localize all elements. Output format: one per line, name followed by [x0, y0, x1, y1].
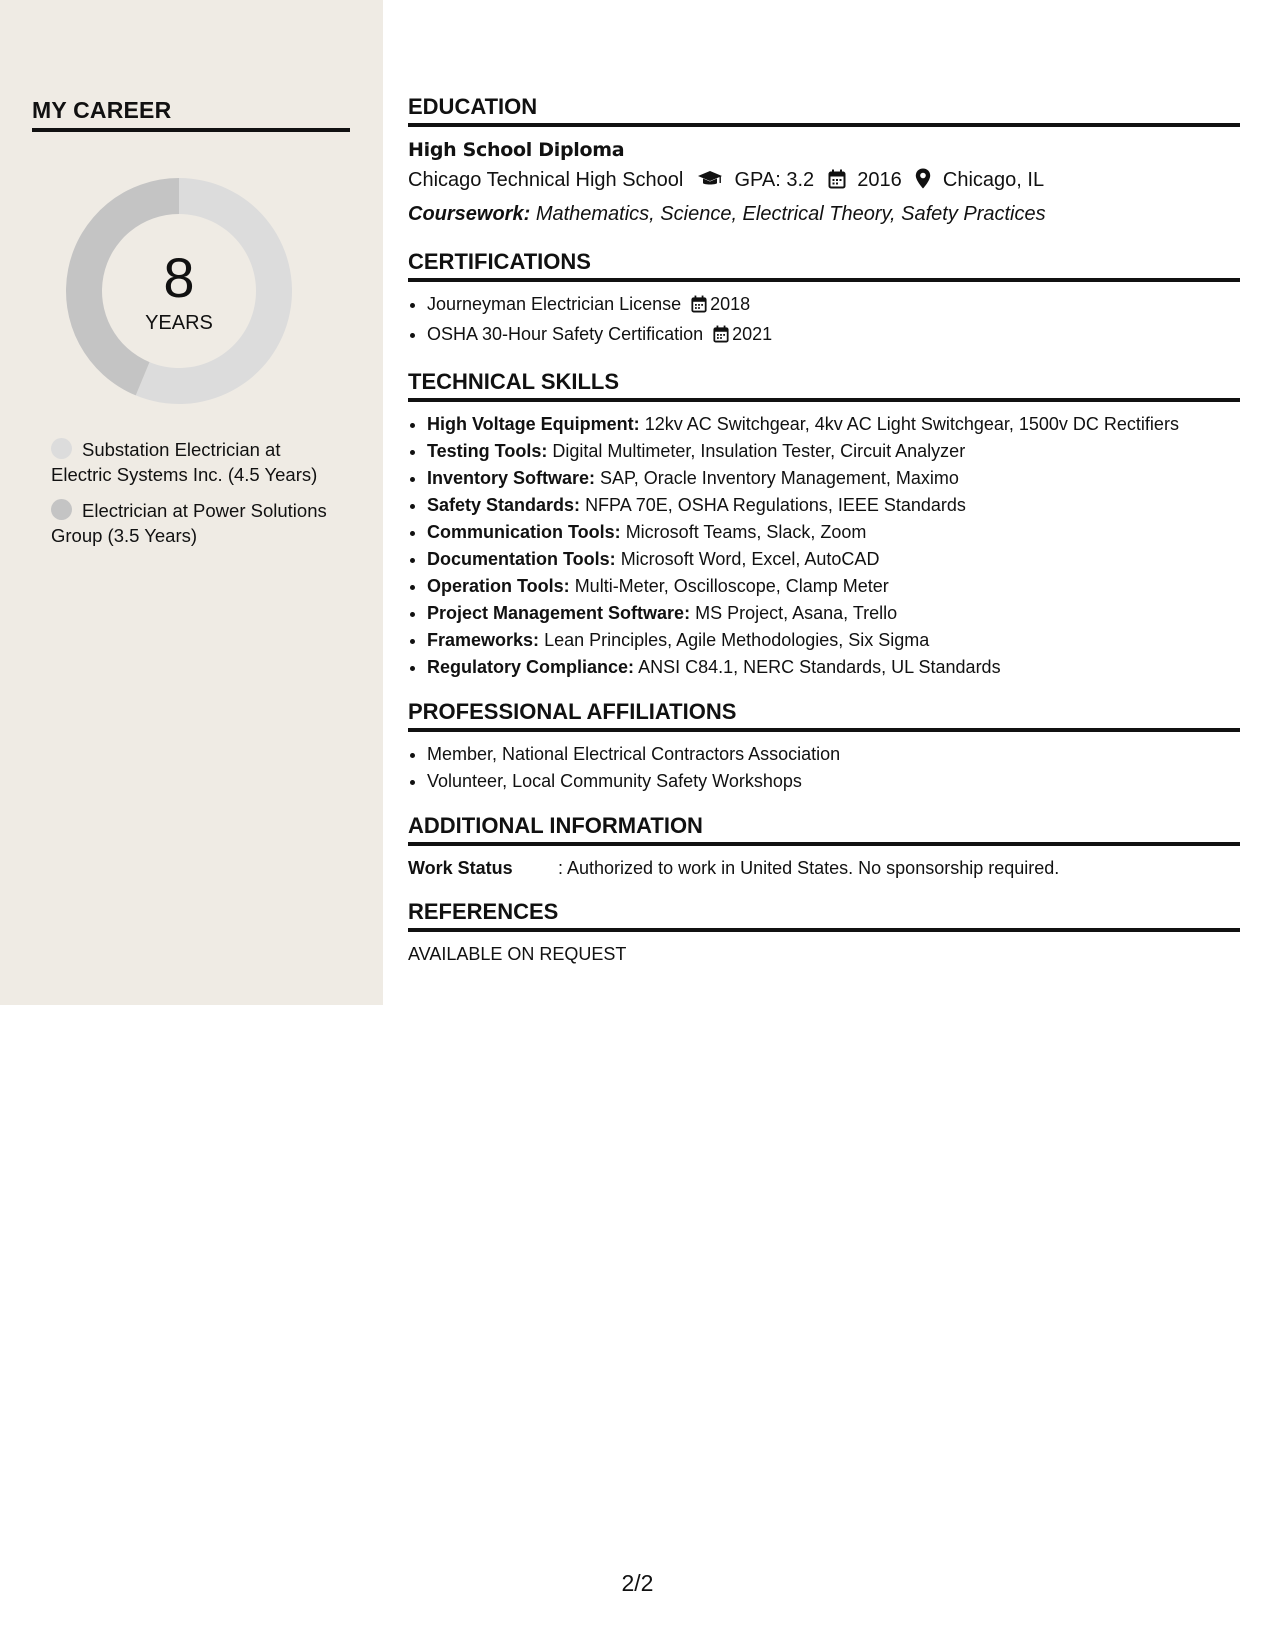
skill-value: Multi-Meter, Oscilloscope, Clamp Meter: [574, 576, 889, 596]
gpa: GPA: 3.2: [734, 169, 815, 191]
legend-label: Electrician at Power Solutions Group (3.5 Years): [51, 500, 327, 546]
school-name: Chicago Technical High School: [408, 169, 684, 191]
references-text: AVAILABLE ON REQUEST: [408, 944, 627, 964]
list-item: [427, 519, 1240, 546]
cert-name: Journeyman Electrician License: [427, 294, 682, 314]
list-item: [427, 291, 1240, 321]
list-item: [427, 492, 1240, 519]
certifications-title: CERTIFICATIONS: [408, 249, 1240, 282]
coursework-label: Coursework:: [408, 203, 531, 225]
list-item: • Member, National Electrical Contractors Association: [427, 741, 1240, 768]
skill-label: Frameworks:: [427, 630, 540, 650]
work-status-label: Work Status: [408, 858, 513, 878]
references-section: [408, 899, 1240, 967]
skills-list: [408, 411, 1240, 681]
graduation-year: 2016: [857, 169, 902, 191]
legend-item: [51, 498, 341, 548]
list-item: [427, 438, 1240, 465]
total-years-unit: YEARS: [145, 312, 213, 334]
list-item: [427, 321, 1240, 351]
skill-value: ANSI C84.1, NERC Standards, UL Standards: [638, 657, 1001, 677]
skill-value: Lean Principles, Agile Methodologies, Six Sigma: [544, 630, 930, 650]
education-details: [408, 164, 1240, 199]
certifications-list: [408, 291, 1240, 351]
work-status-value: : Authorized to work in United States. No sponsorship required.: [558, 858, 1060, 878]
skill-value: SAP, Oracle Inventory Management, Maximo: [600, 468, 959, 488]
page-number: 2/2: [621, 1570, 654, 1596]
main-content: [408, 94, 1240, 967]
calendar-icon: [713, 324, 729, 351]
legend-item: [51, 437, 341, 487]
skill-label: Testing Tools:: [427, 441, 548, 461]
list-item: [427, 465, 1240, 492]
list-item: [427, 573, 1240, 600]
cert-year: 2018: [710, 294, 751, 314]
list-item: [427, 600, 1240, 627]
coursework: [408, 199, 1240, 229]
education-section: [408, 94, 1240, 229]
skill-label: High Voltage Equipment:: [427, 414, 640, 434]
list-item: [427, 411, 1240, 438]
skill-value: Microsoft Teams, Slack, Zoom: [625, 522, 867, 542]
list-item: [427, 546, 1240, 573]
references-title: REFERENCES: [408, 899, 1240, 932]
career-heading: MY CAREER: [32, 97, 350, 132]
skill-label: Project Management Software:: [427, 603, 691, 623]
cert-name: OSHA 30-Hour Safety Certification: [427, 324, 704, 344]
skill-label: Inventory Software:: [427, 468, 596, 488]
skill-value: NFPA 70E, OSHA Regulations, IEEE Standards: [585, 495, 966, 515]
affiliations-title: PROFESSIONAL AFFILIATIONS: [408, 699, 1240, 732]
affiliations-section: [408, 699, 1240, 795]
affiliations-list: [408, 741, 1240, 795]
degree: High School Diploma: [408, 139, 625, 161]
skill-value: 12kv AC Switchgear, 4kv AC Light Switchgear, 1500v DC Rectifiers: [644, 414, 1179, 434]
skill-label: Documentation Tools:: [427, 549, 616, 569]
list-item: [427, 654, 1240, 681]
legend-dot-1: [51, 438, 72, 459]
additional-title: ADDITIONAL INFORMATION: [408, 813, 1240, 846]
sidebar: [0, 0, 383, 1005]
coursework-value: Mathematics, Science, Electrical Theory, Safety Practices: [535, 203, 1046, 225]
total-years-value: 8: [163, 246, 195, 309]
location-pin-icon: [915, 167, 931, 199]
cert-year: 2021: [732, 324, 773, 344]
school-location: Chicago, IL: [942, 169, 1045, 191]
skill-label: Operation Tools:: [427, 576, 570, 596]
skill-value: Microsoft Word, Excel, AutoCAD: [620, 549, 880, 569]
list-item: • Volunteer, Local Community Safety Workshops: [427, 768, 1240, 795]
skills-section: [408, 369, 1240, 681]
skills-title: TECHNICAL SKILLS: [408, 369, 1240, 402]
calendar-icon: [691, 294, 707, 321]
work-status: [408, 855, 1240, 881]
career-legend: [51, 437, 341, 559]
legend-label: Substation Electrician at Electric Systems Inc. (4.5 Years): [51, 439, 318, 485]
skill-label: Communication Tools:: [427, 522, 621, 542]
certifications-section: [408, 249, 1240, 351]
education-title: EDUCATION: [408, 94, 1240, 127]
skill-label: Safety Standards:: [427, 495, 581, 515]
calendar-icon: [828, 167, 846, 199]
skill-value: MS Project, Asana, Trello: [695, 603, 898, 623]
list-item: [427, 627, 1240, 654]
graduation-cap-icon: [697, 167, 723, 199]
legend-dot-2: [51, 499, 72, 520]
skill-value: Digital Multimeter, Insulation Tester, Circuit Analyzer: [552, 441, 966, 461]
additional-section: [408, 813, 1240, 881]
skill-label: Regulatory Compliance:: [427, 657, 635, 677]
